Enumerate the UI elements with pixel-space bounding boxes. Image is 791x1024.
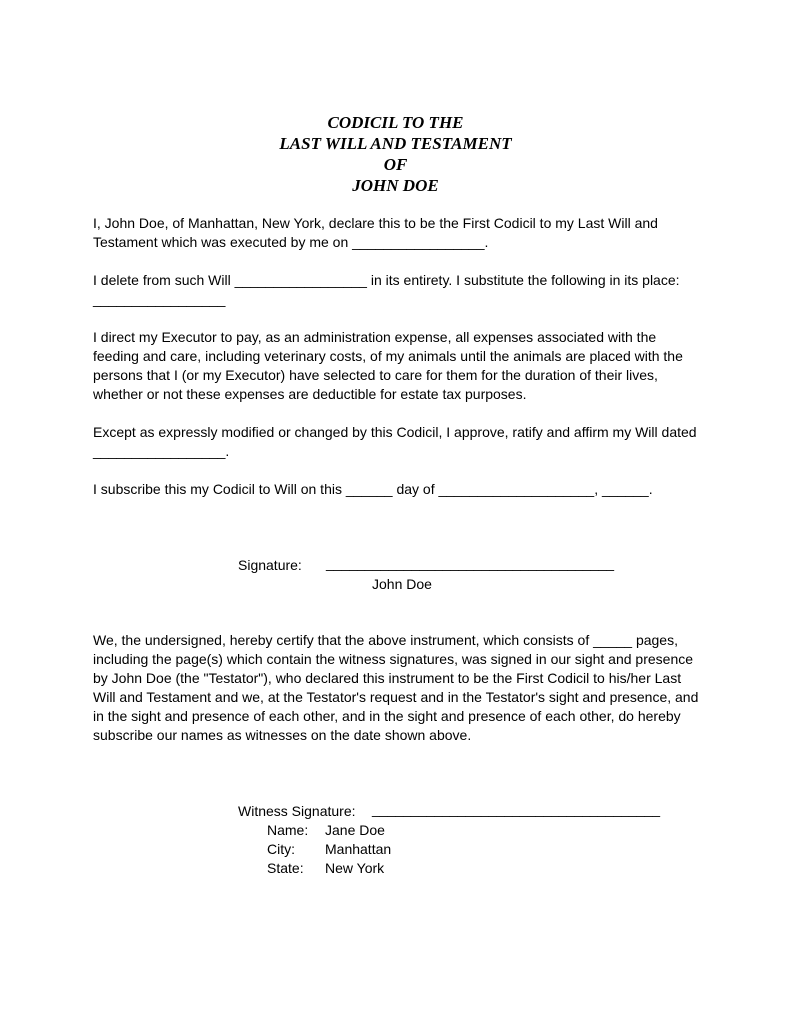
witness-name-row [267,821,391,840]
title-line-1: CODICIL TO THE [327,113,464,132]
witness-state-label: State: [267,860,304,876]
testator-name: John Doe [372,576,432,592]
witness-city-label: City: [267,841,295,857]
witness-signature-line: _____________________________________ [372,801,661,817]
witness-state-value: New York [325,860,385,876]
witness-city-row [267,840,391,859]
title-line-2: LAST WILL AND TESTAMENT [279,134,512,153]
signature-label: Signature: [238,557,302,573]
witness-certification-paragraph: We, the undersigned, hereby certify that the above instrument, which consists of _____ pages, including the page(s) which contain the witness signatures, was signed in our sight and presence by John Doe (the "Testator"), who declared this instrument to be the First Codicil to his/her Last Will and Testament and we, at the Testator's request and in the Testator's sight and presence, and in the sight and presence of each other, and in the sight and presence of each other, do hereby subscribe our names as witnesses on the date shown above. [93,632,699,743]
witness-city-value: Manhattan [325,841,392,857]
witness-details [267,821,391,878]
delete-paragraph: I delete from such Will _________________ in its entirety. I substitute the following in its place: _________________ [93,272,680,307]
title-line-4: JOHN DOE [352,176,439,195]
subscribe-paragraph: I subscribe this my Codicil to Will on this ______ day of ____________________, ______. [93,481,653,497]
title-line-3: OF [383,155,408,174]
witness-name-value: Jane Doe [325,822,385,838]
witness-state-row [267,859,391,878]
intro-paragraph: I, John Doe, of Manhattan, New York, declare this to be the First Codicil to my Last Will and Testament which was executed by me on _________________. [93,215,658,250]
witness-signature-label: Witness Signature: [238,803,356,819]
signature-line: _____________________________________ [326,555,615,571]
witness-name-label: Name: [267,822,309,838]
document-title [0,112,791,196]
executor-paragraph: I direct my Executor to pay, as an administration expense, all expenses associated with the feeding and care, including veterinary costs, of my animals until the animals are placed with the persons that I (or my Executor) have selected to care for them for the duration of their lives, whether or not these expenses are deductible for estate tax purposes. [93,329,683,402]
affirm-paragraph: Except as expressly modified or changed by this Codicil, I approve, ratify and affirm my Will dated _________________. [93,424,697,459]
